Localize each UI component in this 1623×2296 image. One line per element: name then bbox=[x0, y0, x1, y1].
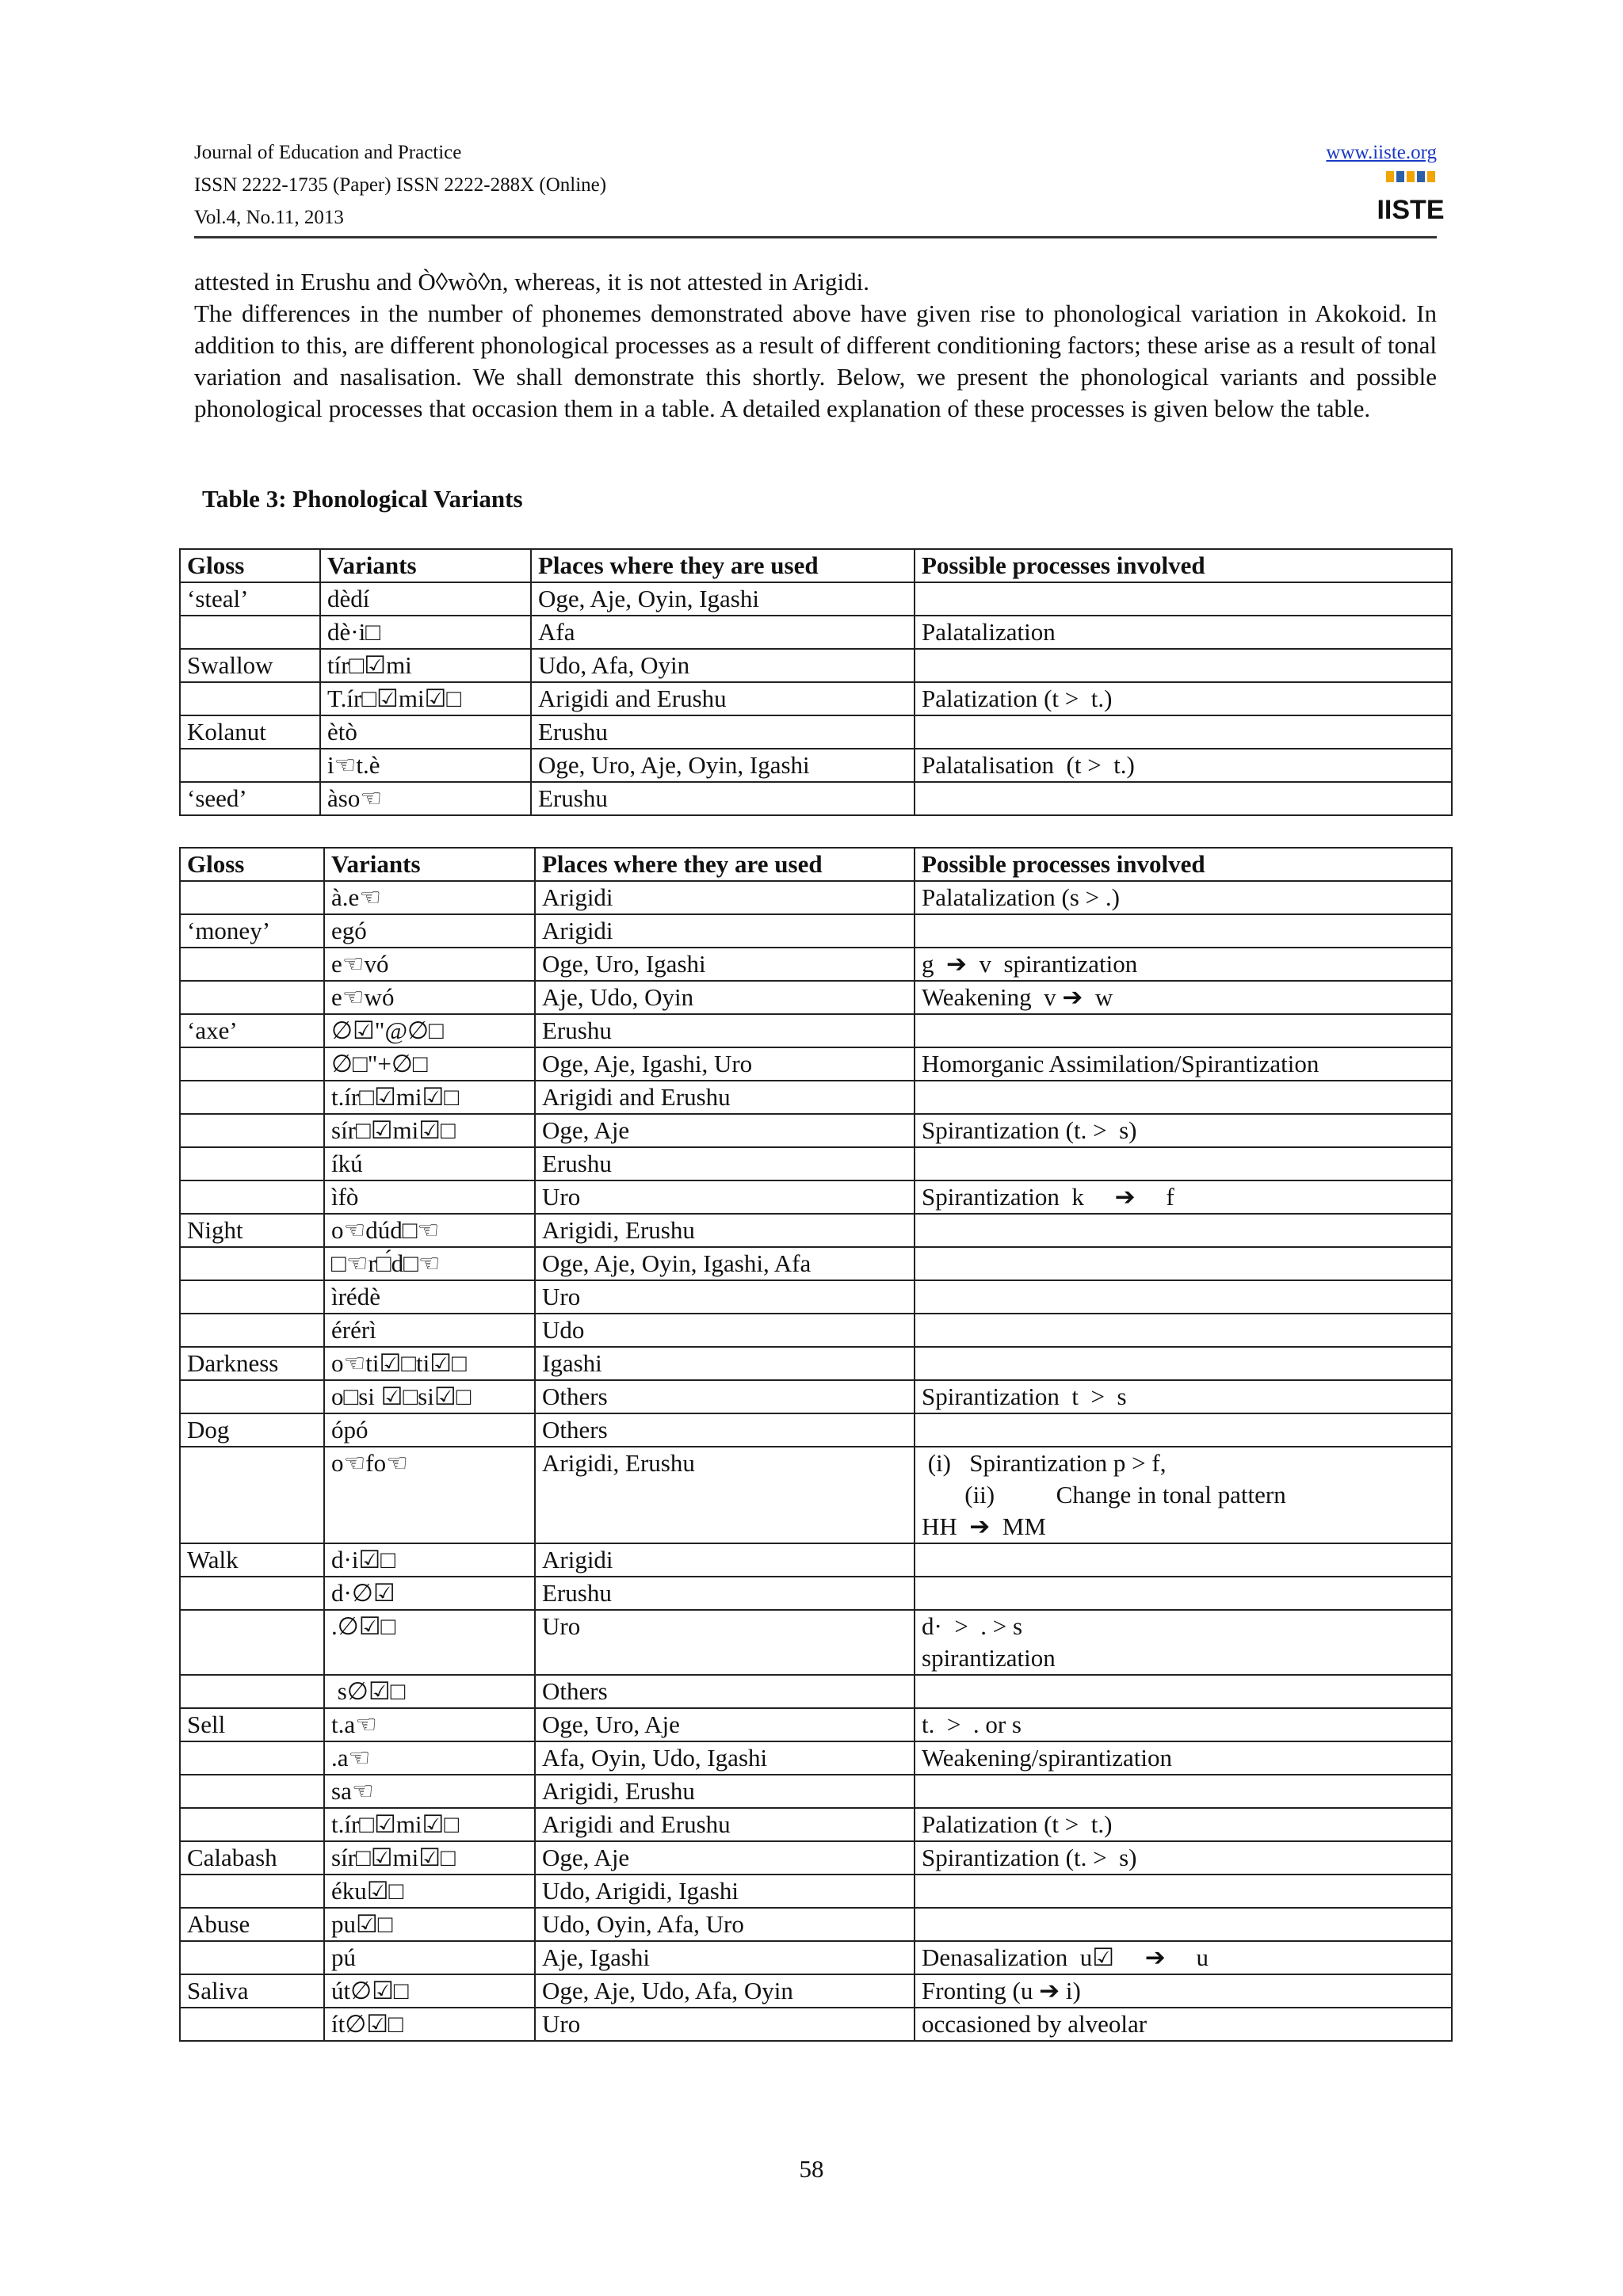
cell-places: Others bbox=[535, 1675, 915, 1708]
table-row bbox=[180, 1941, 1452, 1974]
cell-variant: ∅☑"@∅□ bbox=[324, 1014, 535, 1047]
cell-variant: d·i☑□ bbox=[324, 1543, 535, 1577]
cell-places: Others bbox=[535, 1380, 915, 1413]
cell-gloss bbox=[180, 1610, 324, 1675]
cell-places: Oge, Aje, Oyin, Igashi, Afa bbox=[535, 1247, 915, 1280]
cell-variant: à.e☜ bbox=[324, 881, 535, 914]
cell-variant: .∅☑□ bbox=[324, 1610, 535, 1675]
cell-process: g ➔ v spirantization bbox=[915, 948, 1452, 981]
table-2-body bbox=[180, 881, 1452, 2041]
table-row bbox=[180, 1675, 1452, 1708]
cell-variant: sír□☑mi☑□ bbox=[324, 1114, 535, 1147]
journal-issn: ISSN 2222-1735 (Paper) ISSN 2222-288X (Online) bbox=[194, 174, 607, 196]
table-row bbox=[180, 1380, 1452, 1413]
cell-gloss: Saliva bbox=[180, 1974, 324, 2008]
table-row bbox=[180, 1247, 1452, 1280]
cell-variant: ètò bbox=[320, 715, 531, 749]
table-row bbox=[180, 1214, 1452, 1247]
cell-process bbox=[915, 914, 1452, 948]
cell-process bbox=[915, 1577, 1452, 1610]
cell-gloss bbox=[180, 1180, 324, 1214]
col-header-variants: Variants bbox=[324, 848, 535, 881]
cell-process bbox=[915, 1675, 1452, 1708]
cell-process bbox=[915, 782, 1452, 815]
cell-gloss bbox=[180, 2008, 324, 2041]
cell-places: Aje, Igashi bbox=[535, 1941, 915, 1974]
cell-gloss bbox=[180, 981, 324, 1014]
cell-process bbox=[915, 1014, 1452, 1047]
paragraph-1: attested in Erushu and Ò◊wò◊n, whereas, it is not attested in Arigidi. bbox=[194, 268, 869, 296]
cell-places: Oge, Aje, Oyin, Igashi bbox=[531, 582, 915, 616]
cell-gloss: Walk bbox=[180, 1543, 324, 1577]
cell-gloss: ‘seed’ bbox=[180, 782, 320, 815]
table-row bbox=[180, 1841, 1452, 1875]
table-row bbox=[180, 749, 1452, 782]
table-row bbox=[180, 1808, 1452, 1841]
phonological-variants-table-2 bbox=[179, 847, 1453, 2042]
cell-process: Spirantization (t. > s) bbox=[915, 1841, 1452, 1875]
table-row bbox=[180, 1180, 1452, 1214]
cell-process bbox=[915, 1875, 1452, 1908]
cell-gloss bbox=[180, 948, 324, 981]
cell-variant: o☜dúd□☜ bbox=[324, 1214, 535, 1247]
cell-variant: o☜ti☑□ti☑□ bbox=[324, 1347, 535, 1380]
cell-gloss bbox=[180, 881, 324, 914]
cell-variant: ópó bbox=[324, 1413, 535, 1447]
table-row bbox=[180, 1447, 1452, 1543]
table-row bbox=[180, 616, 1452, 649]
cell-gloss: Darkness bbox=[180, 1347, 324, 1380]
cell-gloss bbox=[180, 1314, 324, 1347]
table-row bbox=[180, 1543, 1452, 1577]
table-row bbox=[180, 914, 1452, 948]
cell-process: Spirantization (t. > s) bbox=[915, 1114, 1452, 1147]
col-header-gloss: Gloss bbox=[180, 549, 320, 582]
table-row bbox=[180, 981, 1452, 1014]
cell-places: Arigidi and Erushu bbox=[535, 1808, 915, 1841]
cell-variant: ∅□"+∅□ bbox=[324, 1047, 535, 1081]
cell-gloss: Swallow bbox=[180, 649, 320, 682]
cell-places: Udo, Oyin, Afa, Uro bbox=[535, 1908, 915, 1941]
cell-variant: e☜vó bbox=[324, 948, 535, 981]
cell-gloss bbox=[180, 1741, 324, 1775]
table-row bbox=[180, 2008, 1452, 2041]
cell-gloss bbox=[180, 749, 320, 782]
cell-places: Oge, Uro, Aje bbox=[535, 1708, 915, 1741]
journal-header bbox=[194, 136, 1445, 234]
cell-process: occasioned by alveolar bbox=[915, 2008, 1452, 2041]
cell-variant: sa☜ bbox=[324, 1775, 535, 1808]
cell-process: Weakening/spirantization bbox=[915, 1741, 1452, 1775]
cell-gloss bbox=[180, 1577, 324, 1610]
cell-gloss bbox=[180, 1280, 324, 1314]
iiste-logo-icon bbox=[1377, 170, 1445, 227]
cell-places: Uro bbox=[535, 1610, 915, 1675]
cell-places: Others bbox=[535, 1413, 915, 1447]
journal-volume: Vol.4, No.11, 2013 bbox=[194, 207, 344, 228]
cell-gloss: ‘steal’ bbox=[180, 582, 320, 616]
table-row bbox=[180, 1147, 1452, 1180]
cell-process bbox=[915, 649, 1452, 682]
cell-process bbox=[915, 1314, 1452, 1347]
col-header-places: Places where they are used bbox=[535, 848, 915, 881]
cell-places: Igashi bbox=[535, 1347, 915, 1380]
cell-process: Palatalisation (t > t.) bbox=[915, 749, 1452, 782]
journal-title: Journal of Education and Practice bbox=[194, 142, 462, 163]
cell-places: Erushu bbox=[535, 1014, 915, 1047]
cell-gloss bbox=[180, 616, 320, 649]
cell-variant: t.ír□☑mi☑□ bbox=[324, 1081, 535, 1114]
cell-gloss: Dog bbox=[180, 1413, 324, 1447]
cell-variant: i☜t.è bbox=[320, 749, 531, 782]
cell-gloss bbox=[180, 1775, 324, 1808]
cell-gloss bbox=[180, 1675, 324, 1708]
page-number: 58 bbox=[799, 2155, 824, 2183]
table-row bbox=[180, 1280, 1452, 1314]
cell-variant: sír□☑mi☑□ bbox=[324, 1841, 535, 1875]
cell-variant: tír□☑mi bbox=[320, 649, 531, 682]
table-row bbox=[180, 582, 1452, 616]
cell-places: Arigidi bbox=[535, 1543, 915, 1577]
table-row bbox=[180, 1047, 1452, 1081]
cell-variant: àso☜ bbox=[320, 782, 531, 815]
cell-variant: .a☜ bbox=[324, 1741, 535, 1775]
cell-places: Arigidi, Erushu bbox=[535, 1447, 915, 1543]
cell-gloss bbox=[180, 1447, 324, 1543]
cell-process bbox=[915, 582, 1452, 616]
cell-variant: e☜wó bbox=[324, 981, 535, 1014]
cell-process bbox=[915, 1543, 1452, 1577]
cell-process bbox=[915, 1147, 1452, 1180]
cell-places: Erushu bbox=[535, 1147, 915, 1180]
table-row bbox=[180, 1875, 1452, 1908]
cell-variant: dè·i□ bbox=[320, 616, 531, 649]
cell-variant: ìfò bbox=[324, 1180, 535, 1214]
cell-gloss bbox=[180, 1875, 324, 1908]
cell-places: Oge, Uro, Aje, Oyin, Igashi bbox=[531, 749, 915, 782]
table-row bbox=[180, 1775, 1452, 1808]
cell-variant: ìrédè bbox=[324, 1280, 535, 1314]
cell-gloss bbox=[180, 1047, 324, 1081]
cell-process bbox=[915, 1347, 1452, 1380]
cell-process: Fronting (u ➔ i) bbox=[915, 1974, 1452, 2008]
cell-process: Palatalization bbox=[915, 616, 1452, 649]
cell-variant: o□si ☑□si☑□ bbox=[324, 1380, 535, 1413]
cell-process: (i) Spirantization p > f, (ii) Change in tonal pattern HH ➔ MM bbox=[915, 1447, 1452, 1543]
table-row bbox=[180, 1741, 1452, 1775]
cell-places: Afa, Oyin, Udo, Igashi bbox=[535, 1741, 915, 1775]
cell-gloss bbox=[180, 1147, 324, 1180]
cell-places: Oge, Aje bbox=[535, 1841, 915, 1875]
cell-variant: T.ír□☑mi☑□ bbox=[320, 682, 531, 715]
cell-process bbox=[915, 715, 1452, 749]
col-header-gloss: Gloss bbox=[180, 848, 324, 881]
cell-variant: pu☑□ bbox=[324, 1908, 535, 1941]
cell-gloss: ‘axe’ bbox=[180, 1014, 324, 1047]
cell-places: Uro bbox=[535, 2008, 915, 2041]
cell-variant: s∅☑□ bbox=[324, 1675, 535, 1708]
cell-variant: d·∅☑ bbox=[324, 1577, 535, 1610]
cell-gloss: Kolanut bbox=[180, 715, 320, 749]
table-row bbox=[180, 782, 1452, 815]
table-row bbox=[180, 1014, 1452, 1047]
cell-gloss bbox=[180, 1114, 324, 1147]
cell-process: Spirantization k ➔ f bbox=[915, 1180, 1452, 1214]
cell-gloss: Calabash bbox=[180, 1841, 324, 1875]
cell-variant: éku☑□ bbox=[324, 1875, 535, 1908]
cell-variant: o☜fo☜ bbox=[324, 1447, 535, 1543]
table-row bbox=[180, 1413, 1452, 1447]
cell-gloss bbox=[180, 1380, 324, 1413]
cell-places: Arigidi, Erushu bbox=[535, 1214, 915, 1247]
header-divider bbox=[194, 236, 1437, 238]
cell-places: Arigidi, Erushu bbox=[535, 1775, 915, 1808]
cell-places: Arigidi and Erushu bbox=[531, 682, 915, 715]
cell-places: Erushu bbox=[531, 782, 915, 815]
cell-places: Afa bbox=[531, 616, 915, 649]
cell-process: Spirantization t > s bbox=[915, 1380, 1452, 1413]
cell-places: Oge, Aje, Igashi, Uro bbox=[535, 1047, 915, 1081]
cell-gloss bbox=[180, 1081, 324, 1114]
col-header-processes: Possible processes involved bbox=[915, 549, 1452, 582]
table-row bbox=[180, 715, 1452, 749]
cell-process bbox=[915, 1280, 1452, 1314]
cell-places: Uro bbox=[535, 1280, 915, 1314]
cell-places: Udo, Arigidi, Igashi bbox=[535, 1875, 915, 1908]
table-row bbox=[180, 649, 1452, 682]
cell-process bbox=[915, 1081, 1452, 1114]
cell-gloss bbox=[180, 1808, 324, 1841]
table-row bbox=[180, 1908, 1452, 1941]
cell-process: Denasalization u☑ ➔ u bbox=[915, 1941, 1452, 1974]
svg-text:IISTE: IISTE bbox=[1377, 195, 1445, 225]
table-row bbox=[180, 1081, 1452, 1114]
table-row bbox=[180, 1314, 1452, 1347]
cell-process bbox=[915, 1413, 1452, 1447]
cell-process bbox=[915, 1247, 1452, 1280]
cell-process bbox=[915, 1775, 1452, 1808]
cell-process: Palatalization (s > .) bbox=[915, 881, 1452, 914]
table-row bbox=[180, 1347, 1452, 1380]
cell-process: t. > . or s bbox=[915, 1708, 1452, 1741]
cell-variant: érérì bbox=[324, 1314, 535, 1347]
cell-variant: □☜r□́d□☜ bbox=[324, 1247, 535, 1280]
table-row bbox=[180, 881, 1452, 914]
cell-places: Udo, Afa, Oyin bbox=[531, 649, 915, 682]
cell-gloss bbox=[180, 1941, 324, 1974]
cell-places: Arigidi and Erushu bbox=[535, 1081, 915, 1114]
table-row bbox=[180, 1114, 1452, 1147]
cell-places: Oge, Aje, Udo, Afa, Oyin bbox=[535, 1974, 915, 2008]
cell-places: Erushu bbox=[535, 1577, 915, 1610]
cell-process: Weakening v ➔ w bbox=[915, 981, 1452, 1014]
cell-places: Udo bbox=[535, 1314, 915, 1347]
cell-variant: íkú bbox=[324, 1147, 535, 1180]
cell-variant: pú bbox=[324, 1941, 535, 1974]
cell-places: Oge, Uro, Igashi bbox=[535, 948, 915, 981]
col-header-processes: Possible processes involved bbox=[915, 848, 1452, 881]
cell-process: Homorganic Assimilation/Spirantization bbox=[915, 1047, 1452, 1081]
cell-places: Arigidi bbox=[535, 914, 915, 948]
cell-places: Oge, Aje bbox=[535, 1114, 915, 1147]
table-row bbox=[180, 1577, 1452, 1610]
cell-process: d· > . > s spirantization bbox=[915, 1610, 1452, 1675]
table-row bbox=[180, 1974, 1452, 2008]
cell-process bbox=[915, 1908, 1452, 1941]
cell-places: Erushu bbox=[531, 715, 915, 749]
cell-gloss: Night bbox=[180, 1214, 324, 1247]
cell-gloss: ‘money’ bbox=[180, 914, 324, 948]
table-row bbox=[180, 682, 1452, 715]
journal-url-link[interactable]: www.iiste.org bbox=[1326, 142, 1437, 163]
col-header-places: Places where they are used bbox=[531, 549, 915, 582]
cell-gloss: Sell bbox=[180, 1708, 324, 1741]
cell-places: Arigidi bbox=[535, 881, 915, 914]
table-caption: Table 3: Phonological Variants bbox=[202, 485, 523, 513]
cell-variant: t.ír□☑mi☑□ bbox=[324, 1808, 535, 1841]
cell-variant: ít∅☑□ bbox=[324, 2008, 535, 2041]
table-header-row bbox=[180, 549, 1452, 582]
body-text bbox=[194, 266, 1437, 425]
cell-gloss bbox=[180, 682, 320, 715]
cell-variant: t.a☜ bbox=[324, 1708, 535, 1741]
table-header-row bbox=[180, 848, 1452, 881]
cell-variant: dèdí bbox=[320, 582, 531, 616]
cell-process: Palatization (t > t.) bbox=[915, 1808, 1452, 1841]
cell-variant: út∅☑□ bbox=[324, 1974, 535, 2008]
cell-variant: egó bbox=[324, 914, 535, 948]
table-row bbox=[180, 1708, 1452, 1741]
cell-process bbox=[915, 1214, 1452, 1247]
col-header-variants: Variants bbox=[320, 549, 531, 582]
cell-places: Aje, Udo, Oyin bbox=[535, 981, 915, 1014]
paragraph-2: The differences in the number of phonemes demonstrated above have given rise to phonological variation in Akokoid. In addition to this, are different phonological processes as a result of different conditioning factors; these arise as a result of tonal variation and nasalisation. We shall demonstrate this shortly. Below, we present the phonological variants and possible phonological processes that occasion them in a table. A detailed explanation of these processes is given below the table. bbox=[194, 299, 1437, 422]
phonological-variants-table-1 bbox=[179, 548, 1453, 816]
table-1-body bbox=[180, 582, 1452, 815]
cell-process: Palatization (t > t.) bbox=[915, 682, 1452, 715]
cell-gloss bbox=[180, 1247, 324, 1280]
cell-gloss: Abuse bbox=[180, 1908, 324, 1941]
table-row bbox=[180, 948, 1452, 981]
table-row bbox=[180, 1610, 1452, 1675]
cell-places: Uro bbox=[535, 1180, 915, 1214]
